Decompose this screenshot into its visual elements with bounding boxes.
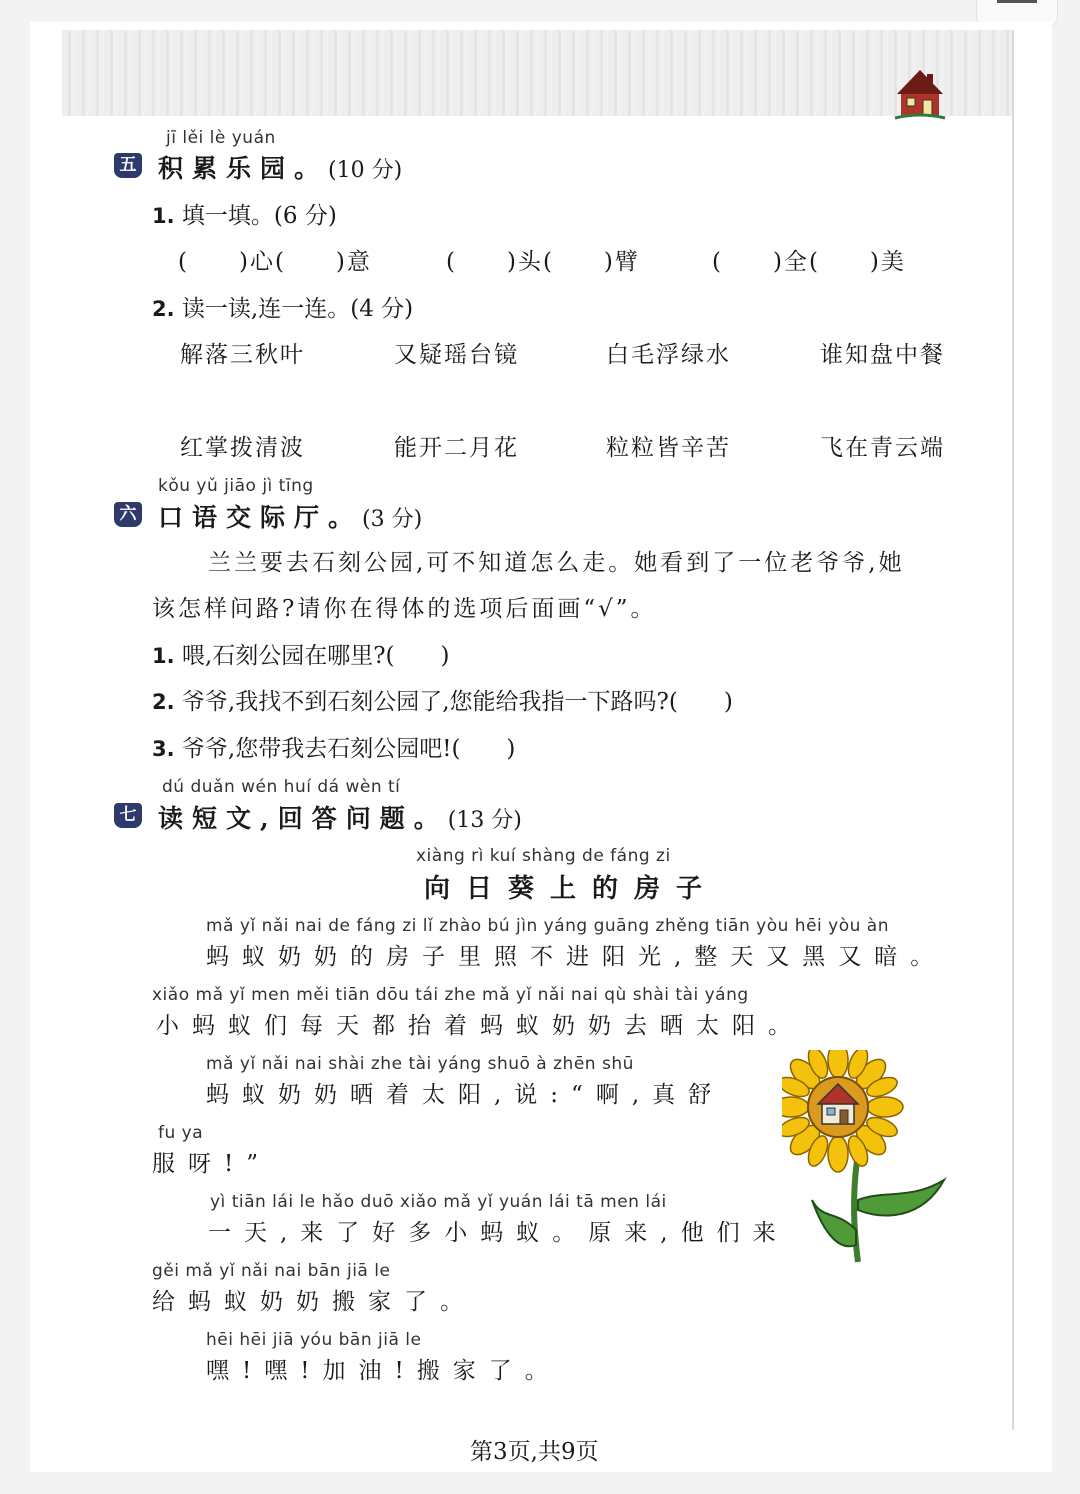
section5-q1 (152, 197, 337, 230)
poem-line[interactable]: 能开二月花 (394, 435, 519, 461)
section5-pinyin: jī lěi lè yuán (166, 128, 276, 148)
blank-item[interactable]: ( )头( )臂 (446, 249, 640, 275)
section5-q2 (152, 290, 413, 323)
section5-title: 积累乐园 (158, 154, 295, 183)
option-number: 3. (152, 737, 175, 761)
sunflower-house-illustration (782, 1050, 952, 1265)
page-number: 第3页,共9页 (470, 1439, 599, 1465)
page-edge (1012, 30, 1014, 1430)
poem-line[interactable]: 飞在青云端 (820, 435, 945, 461)
option-text: 喂,石刻公园在哪里?( ) (181, 643, 450, 669)
option-item[interactable] (152, 637, 450, 670)
story-line: 服呀!” (152, 1151, 272, 1177)
blank-item[interactable]: ( )心( )意 (178, 249, 372, 275)
blank-item[interactable]: ( )全( )美 (712, 249, 906, 275)
story-line: 小蚂蚁们每天都抬着蚂蚁奶奶去晒太阳。 (156, 1013, 804, 1039)
option-number: 2. (152, 690, 175, 714)
section6-number-badge: 六 (114, 502, 142, 527)
house-icon (893, 66, 947, 120)
story-line: 蚂蚁奶奶晒着太阳,说:“啊,真舒 (206, 1082, 725, 1108)
story-line-pinyin: gěi mǎ yǐ nǎi nai bān jiā le (152, 1261, 391, 1281)
story-line-pinyin: xiǎo mǎ yǐ men měi tiān dōu tái zhe mǎ yǐ nǎi nai qù shài tài yáng (152, 985, 749, 1005)
story-line-pinyin: yì tiān lái le hǎo duō xiǎo mǎ yǐ yuán lái tā men lái (210, 1192, 667, 1212)
q1-text: 填一填。(6 分) (181, 203, 337, 229)
section6-pinyin: kǒu yǔ jiāo jì tīng (158, 476, 314, 496)
section5-heading (158, 149, 402, 185)
section7-title: 读短文,回答问题 (158, 804, 414, 833)
option-number: 1. (152, 644, 175, 668)
section5-number-badge: 五 (114, 153, 142, 178)
poem-line[interactable]: 谁知盘中餐 (820, 342, 945, 368)
section7-heading (158, 799, 522, 835)
section5-period: 。 (294, 154, 329, 183)
story-title-pinyin: xiàng rì kuí shàng de fáng zi (416, 846, 671, 866)
section6-period: 。 (328, 503, 363, 532)
section6-score: (3 分) (362, 507, 423, 532)
option-item[interactable] (152, 730, 515, 763)
section7-number-badge: 七 (114, 803, 142, 828)
section5-score: (10 分) (328, 158, 403, 183)
page-header-band (62, 30, 1012, 116)
poem-line[interactable]: 粒粒皆辛苦 (606, 435, 731, 461)
option-item[interactable] (152, 683, 733, 716)
story-line: 蚂蚁奶奶的房子里照不进阳光,整天又黑又暗。 (206, 944, 947, 970)
section7-score: (13 分) (447, 808, 522, 833)
section6-paragraph-line1: 兰兰要去石刻公园,可不知道怎么走。她看到了一位老爷爷,她 (208, 550, 905, 576)
story-line-pinyin: mǎ yǐ nǎi nai de fáng zi lǐ zhào bú jìn yáng guāng zhěng tiān yòu hēi yòu àn (206, 916, 889, 936)
section6-paragraph-line2: 该怎样问路?请你在得体的选项后面画“√”。 (152, 596, 657, 622)
option-text: 爷爷,您带我去石刻公园吧!( ) (181, 736, 516, 762)
option-text: 爷爷,我找不到石刻公园了,您能给我指一下路吗?( ) (181, 689, 733, 715)
q2-text: 读一读,连一连。(4 分) (181, 296, 414, 322)
section7-period: 。 (413, 804, 448, 833)
section7-pinyin: dú duǎn wén huí dá wèn tí (162, 777, 401, 797)
poem-line[interactable]: 解落三秋叶 (180, 342, 305, 368)
story-line: 给蚂蚁奶奶搬家了。 (152, 1289, 476, 1315)
poem-line[interactable]: 又疑瑶台镜 (394, 342, 519, 368)
q1-number: 1. (152, 204, 175, 228)
story-line-pinyin: fu ya (158, 1123, 204, 1143)
story-line-pinyin: mǎ yǐ nǎi nai shài zhe tài yáng shuō à zhēn shū (206, 1054, 634, 1074)
section6-title: 口语交际厅 (158, 503, 329, 532)
story-line-pinyin: hēi hēi jiā yóu bān jiā le (206, 1330, 422, 1350)
story-title: 向日葵上的房子 (424, 874, 719, 904)
story-line: 一天,来了好多小蚂蚁。原来,他们来 (208, 1220, 789, 1246)
poem-line[interactable]: 红掌拨清波 (180, 435, 305, 461)
poem-line[interactable]: 白毛浮绿水 (606, 342, 731, 368)
q2-number: 2. (152, 297, 175, 321)
story-line: 嘿!嘿!加油!搬家了。 (206, 1358, 561, 1384)
section6-heading (158, 498, 422, 534)
